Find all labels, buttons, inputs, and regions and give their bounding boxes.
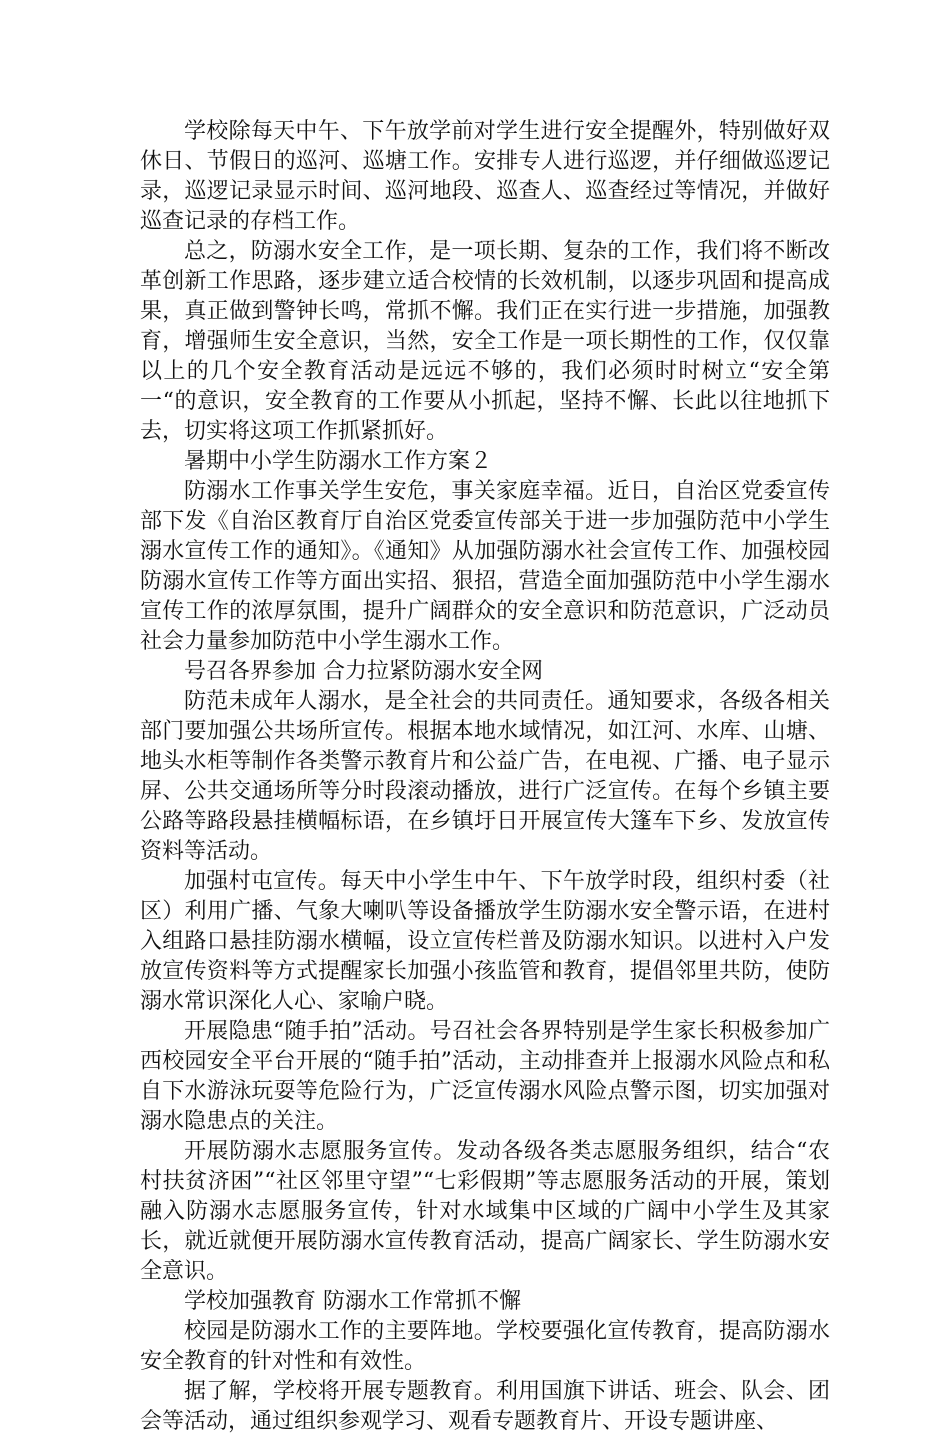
- body-paragraph: 校园是防溺水工作的主要阵地。学校要强化宣传教育，提高防溺水安全教育的针对性和有效性。: [140, 1319, 830, 1374]
- section-title: 暑期中小学生防溺水工作方案２: [184, 449, 493, 474]
- body-paragraph: 开展隐患“随手拍”活动。号召社会各界特别是学生家长积极参加广西校园安全平台开展的“随手拍”活动，主动排查并上报溺水风险点和私自下水游泳玩耍等危险行为，广泛宣传溺水风险点警示图，切实加强对溺水隐患点的关注。: [140, 1019, 830, 1134]
- body-paragraph: 加强村屯宣传。每天中小学生中午、下午放学时段，组织村委（社区）利用广播、气象大喇叭等设备播放学生防溺水安全警示语，在进村入组路口悬挂防溺水横幅，设立宣传栏普及防溺水知识。以进村入户发放宣传资料等方式提醒家长加强小孩监管和教育，提倡邻里共防，使防溺水常识深化人心、家喻户晓。: [140, 869, 830, 1014]
- section-heading: 学校加强教育 防溺水工作常抓不懈: [184, 1289, 521, 1314]
- body-paragraph: 防范未成年人溺水，是全社会的共同责任。通知要求，各级各相关部门要加强公共场所宣传。根据本地水域情况，如江河、水库、山塘、地头水柜等制作各类警示教育片和公益广告，在电视、广播、电子显示屏、公共交通场所等分时段滚动播放，进行广泛宣传。在每个乡镇主要公路等路段悬挂横幅标语，在乡镇圩日开展宣传大篷车下乡、发放宣传资料等活动。: [140, 689, 830, 864]
- body-paragraph: 总之，防溺水安全工作，是一项长期、复杂的工作，我们将不断改革创新工作思路，逐步建立适合校情的长效机制，以逐步巩固和提高成果，真正做到警钟长鸣，常抓不懈。我们正在实行进一步措施，加强教育，增强师生安全意识，当然，安全工作是一项长期性的工作，仅仅靠以上的几个安全教育活动是远远不够的，我们必须时时树立“安全第一“的意识，安全教育的工作要从小抓起，坚持不懈、长此以往地抓下去，切实将这项工作抓紧抓好。: [140, 239, 830, 444]
- body-paragraph: 开展防溺水志愿服务宣传。发动各级各类志愿服务组织，结合“农村扶贫济困”“社区邻里守望”“七彩假期”等志愿服务活动的开展，策划融入防溺水志愿服务宣传，针对水域集中区域的广阔中小学生及其家长，就近就便开展防溺水宣传教育活动，提高广阔家长、学生防溺水安全意识。: [140, 1139, 830, 1284]
- body-paragraph: 学校除每天中午、下午放学前对学生进行安全提醒外，特别做好双休日、节假日的巡河、巡塘工作。安排专人进行巡逻，并仔细做巡逻记录，巡逻记录显示时间、巡河地段、巡查人、巡查经过等情况，并做好巡查记录的存档工作。: [140, 119, 830, 234]
- body-paragraph: 防溺水工作事关学生安危，事关家庭幸福。近日，自治区党委宣传部下发《自治区教育厅自治区党委宣传部关于进一步加强防范中小学生溺水宣传工作的通知》。《通知》从加强防溺水社会宣传工作、加强校园防溺水宣传工作等方面出实招、狠招，营造全面加强防范中小学生溺水宣传工作的浓厚氛围，提升广阔群众的安全意识和防范意识，广泛动员社会力量参加防范中小学生溺水工作。: [140, 479, 830, 654]
- body-paragraph: 据了解，学校将开展专题教育。利用国旗下讲话、班会、队会、团会等活动，通过组织参观学习、观看专题教育片、开设专题讲座、: [140, 1379, 830, 1434]
- document-body: [140, 117, 830, 1437]
- section-heading: 号召各界参加 合力拉紧防溺水安全网: [184, 659, 543, 684]
